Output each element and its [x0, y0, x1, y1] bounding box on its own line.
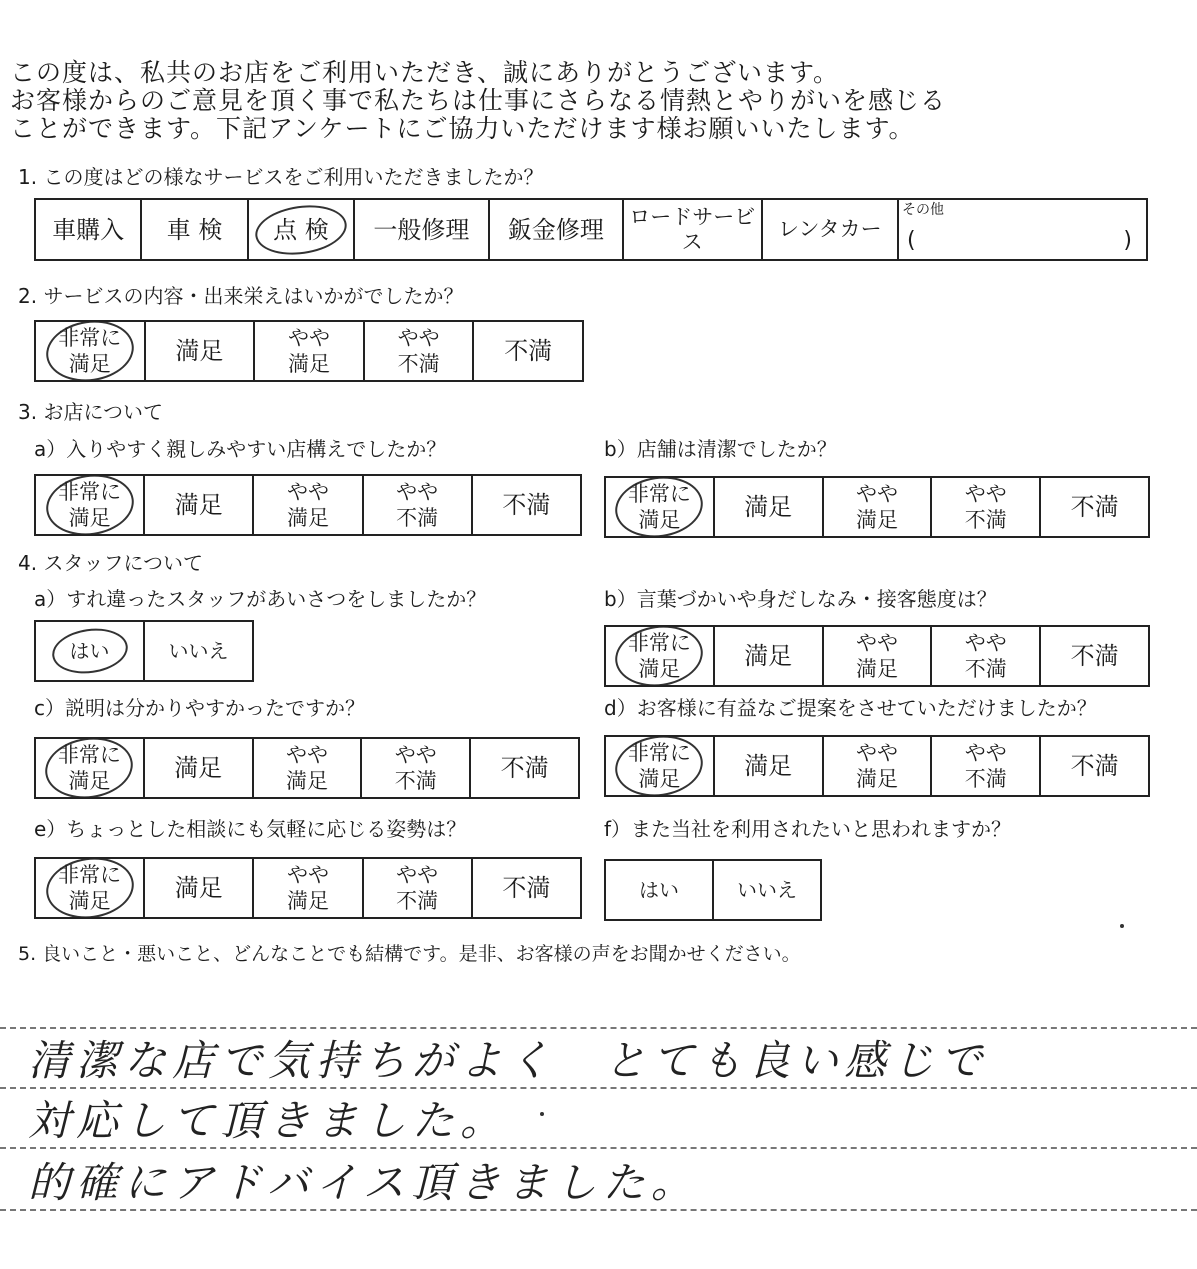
option-label: やや: [855, 482, 898, 506]
other-input[interactable]: ( ): [907, 228, 1132, 253]
satisfaction-option[interactable]: [35, 858, 144, 918]
satisfaction-option[interactable]: [605, 626, 714, 686]
option-label: 非常に: [58, 326, 122, 350]
satisfaction-option[interactable]: [823, 626, 932, 686]
option-label: やや: [964, 631, 1007, 655]
satisfaction-option[interactable]: [364, 321, 474, 381]
q1-option-car-purchase[interactable]: 車購入: [35, 199, 141, 260]
option-label: やや: [964, 482, 1007, 506]
option-label: 非常に: [627, 482, 691, 506]
q4e-question: e）ちょっとした相談にも気軽に応じる姿勢は？: [34, 817, 467, 841]
q1-option-body-repair[interactable]: 鈑金修理: [489, 199, 623, 260]
satisfaction-option[interactable]: [35, 321, 145, 381]
q1-option-shaken[interactable]: 車 検: [141, 199, 247, 260]
option-label: 不満: [1070, 752, 1119, 780]
satisfaction-option[interactable]: [823, 736, 932, 796]
satisfaction-option[interactable]: [605, 736, 714, 796]
satisfaction-option[interactable]: [361, 738, 470, 798]
satisfaction-option[interactable]: [253, 738, 362, 798]
option-label: やや: [394, 743, 437, 767]
satisfaction-option[interactable]: [253, 858, 362, 918]
q4b-question: b）言葉づかいや身だしなみ・接客態度は？: [604, 587, 997, 611]
q4f-question: f）また当社を利用されたいと思われますか？: [604, 817, 1012, 841]
option-label: 満足: [638, 767, 681, 791]
option-label: やや: [286, 863, 329, 887]
stray-dot: [1120, 924, 1124, 928]
option-label: 不満: [397, 352, 440, 376]
q4f-options: [604, 859, 822, 921]
satisfaction-option[interactable]: [714, 626, 823, 686]
q4a-question: a）すれ違ったスタッフがあいさつをしましたか？: [34, 587, 487, 611]
satisfaction-option[interactable]: [472, 475, 581, 535]
satisfaction-option[interactable]: [470, 738, 579, 798]
stray-dot: [540, 1112, 544, 1116]
option-label: 満足: [744, 493, 793, 521]
option-label: やや: [855, 741, 898, 765]
satisfaction-option[interactable]: [823, 477, 932, 537]
option-label: 満足: [286, 506, 329, 530]
option-label: 非常に: [57, 743, 121, 767]
option-label: 満足: [68, 506, 111, 530]
intro-line-2: お客様からのご意見を頂く事で私たちは仕事にさらなる情熱とやりがいを感じる: [10, 86, 947, 115]
option-label: 非常に: [58, 480, 122, 504]
option-label: 満足: [855, 657, 898, 681]
option-label: 不満: [1070, 493, 1119, 521]
satisfaction-option[interactable]: [931, 736, 1040, 796]
option-label: 満足: [174, 491, 223, 519]
q4c-question: c）説明は分かりやすかったですか？: [34, 696, 365, 720]
option-label: 満足: [638, 657, 681, 681]
q2-options: [34, 320, 584, 382]
option-label: やや: [286, 480, 329, 504]
satisfaction-option[interactable]: [144, 858, 253, 918]
intro-line-1: この度は、私共のお店をご利用いただき、誠にありがとうございます。: [10, 58, 840, 87]
satisfaction-option[interactable]: [931, 477, 1040, 537]
q1-option-general-repair[interactable]: 一般修理: [354, 199, 488, 260]
q1-options: [34, 198, 1148, 261]
q4b-options: [604, 625, 1150, 687]
q5-title: 5. 良いこと・悪いこと、どんなことでも結構です。是非、お客様の声をお聞かせください。: [18, 943, 801, 965]
q4f-option-yes[interactable]: はい: [605, 860, 713, 920]
satisfaction-option[interactable]: [253, 475, 362, 535]
option-label: 不満: [502, 874, 551, 902]
intro-line-3: ことができます。下記アンケートにご協力いただけます様お願いいたします。: [10, 114, 915, 143]
satisfaction-option[interactable]: [472, 858, 581, 918]
satisfaction-option[interactable]: [1040, 736, 1149, 796]
satisfaction-option[interactable]: [1040, 477, 1149, 537]
option-label: やや: [396, 863, 439, 887]
option-label: やや: [287, 326, 330, 350]
option-label: 非常に: [627, 741, 691, 765]
satisfaction-option[interactable]: [931, 626, 1040, 686]
satisfaction-option[interactable]: [254, 321, 364, 381]
q3a-question: a）入りやすく親しみやすい店構えでしたか？: [34, 437, 447, 461]
option-label: 満足: [68, 889, 111, 913]
option-label: やや: [396, 480, 439, 504]
handwritten-comment-line-1[interactable]: 清潔な店で気持ちがよく とても良い感じで: [28, 1036, 989, 1085]
option-label: 不満: [396, 506, 439, 530]
satisfaction-option[interactable]: [145, 321, 255, 381]
satisfaction-option[interactable]: [473, 321, 583, 381]
option-label: 不満: [500, 754, 549, 782]
q3-title: 3. お店について: [18, 400, 164, 424]
q4c-options: [34, 737, 580, 799]
q1-option-rent-a-car[interactable]: レンタカー: [762, 199, 898, 260]
handwritten-comment-line-2[interactable]: 対応して頂きました。: [28, 1096, 509, 1145]
option-label: 非常に: [627, 631, 691, 655]
option-label: やや: [397, 326, 440, 350]
satisfaction-option[interactable]: [363, 858, 472, 918]
q4d-question: d）お客様に有益なご提案をさせていただけましたか？: [604, 696, 1097, 720]
q3a-options: [34, 474, 582, 536]
option-label: 満足: [287, 352, 330, 376]
q2-title: 2. サービスの内容・出来栄えはいかがでしたか？: [18, 284, 464, 308]
option-label: 満足: [174, 874, 223, 902]
option-label: 満足: [744, 752, 793, 780]
q1-title: 1. この度はどの様なサービスをご利用いただきましたか？: [18, 165, 544, 189]
option-label: 不満: [964, 767, 1007, 791]
satisfaction-option[interactable]: [714, 477, 823, 537]
q1-option-road-service[interactable]: ロードサービス: [623, 199, 761, 260]
option-label: やや: [855, 631, 898, 655]
satisfaction-option[interactable]: [144, 738, 253, 798]
satisfaction-option[interactable]: [1040, 626, 1149, 686]
option-label: 不満: [964, 657, 1007, 681]
q4-title: 4. スタッフについて: [18, 551, 204, 575]
option-label: やや: [964, 741, 1007, 765]
option-label: 非常に: [58, 863, 122, 887]
option-label: 満足: [285, 769, 328, 793]
option-label: 不満: [394, 769, 437, 793]
q1-option-inspection[interactable]: 点 検: [248, 199, 354, 260]
q4a-options: [34, 620, 254, 682]
option-label: 満足: [175, 337, 224, 365]
option-label: 満足: [174, 754, 223, 782]
q4a-option-yes[interactable]: はい: [35, 621, 144, 681]
handwritten-comment-line-3[interactable]: 的確にアドバイス頂きました。: [28, 1158, 699, 1207]
option-label: 満足: [855, 508, 898, 532]
option-label: 満足: [638, 508, 681, 532]
q4e-options: [34, 857, 582, 919]
option-label: 不満: [502, 491, 551, 519]
other-label: その他: [902, 202, 945, 218]
option-label: 満足: [855, 767, 898, 791]
q4a-option-no[interactable]: いいえ: [144, 621, 253, 681]
satisfaction-option[interactable]: [35, 738, 144, 798]
q1-option-other[interactable]: [898, 199, 1147, 260]
satisfaction-option[interactable]: [363, 475, 472, 535]
satisfaction-option[interactable]: [35, 475, 144, 535]
q3b-question: b）店舗は清潔でしたか？: [604, 437, 837, 461]
option-label: 満足: [68, 769, 111, 793]
option-label: やや: [285, 743, 328, 767]
option-label: 満足: [286, 889, 329, 913]
option-label: 不満: [396, 889, 439, 913]
q4d-options: [604, 735, 1150, 797]
option-label: 不満: [504, 337, 553, 365]
option-label: 満足: [68, 352, 111, 376]
option-label: 不満: [1070, 642, 1119, 670]
q4f-option-no[interactable]: いいえ: [713, 860, 821, 920]
satisfaction-option[interactable]: [714, 736, 823, 796]
option-label: 不満: [964, 508, 1007, 532]
satisfaction-option[interactable]: [144, 475, 253, 535]
q3b-options: [604, 476, 1150, 538]
option-label: 満足: [744, 642, 793, 670]
satisfaction-option[interactable]: [605, 477, 714, 537]
